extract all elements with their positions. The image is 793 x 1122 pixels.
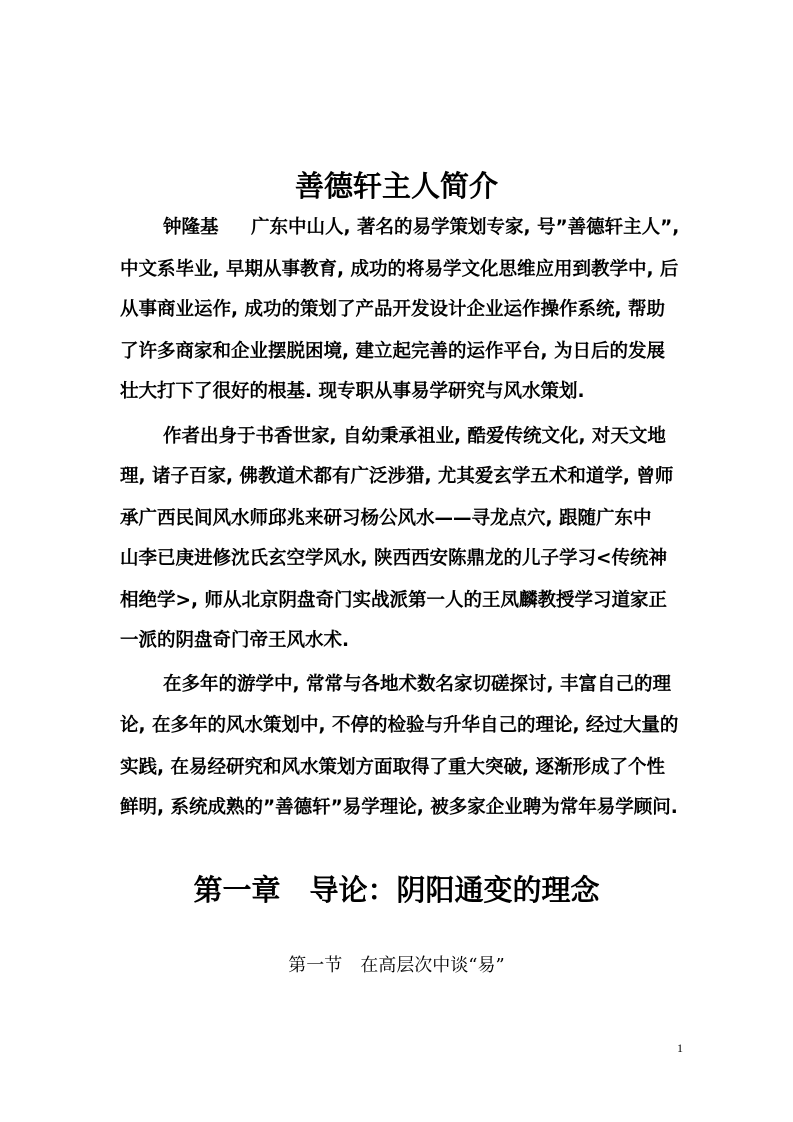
page-number: 1 — [677, 1041, 683, 1055]
paragraph-1-line-3: 从事商业运作, 成功的策划了产品开发设计企业运作操作系统, 帮助 — [120, 299, 665, 320]
paragraph-text: 广东中山人, 著名的易学策划专家, 号”善德轩主人”, — [251, 217, 680, 238]
paragraph-3-line-4: 鲜明, 系统成熟的”善德轩”易学理论, 被多家企业聘为常年易学顾问. — [120, 797, 678, 818]
paragraph-1-line-4: 了许多商家和企业摆脱困境, 建立起完善的运作平台, 为日后的发展 — [120, 341, 665, 362]
paragraph-2-line-1: 作者出身于书香世家, 自幼秉承祖业, 酷爱传统文化, 对天文地 — [163, 426, 666, 447]
paragraph-3-line-1: 在多年的游学中, 常常与各地术数名家切磋探讨, 丰富自己的理 — [163, 674, 671, 695]
author-name: 钟隆基 — [163, 217, 219, 238]
paragraph-1-line-5: 壮大打下了很好的根基. 现专职从事易学研究与风水策划. — [120, 381, 585, 402]
section-title: 第一节 在高层次中谈“易” — [288, 955, 505, 976]
paragraph-1-line-1 — [163, 215, 683, 241]
paragraph-2-line-2: 理, 诸子百家, 佛教道术都有广泛涉猎, 尤其爱玄学五术和道学, 曾师 — [120, 466, 674, 487]
paragraph-3-line-2: 论, 在多年的风水策划中, 不停的检验与升华自己的理论, 经过大量的 — [120, 715, 679, 736]
paragraph-2-line-6: 一派的阴盘奇门帝王风水术. — [120, 630, 350, 651]
chapter-title: 第一章 导论：阴阳通变的理念 — [193, 873, 600, 907]
paragraph-3-line-3: 实践, 在易经研究和风水策划方面取得了重大突破, 逐渐形成了个性 — [120, 757, 665, 778]
paragraph-2-line-4: 山李已庚进修沈氏玄空学风水, 陕西西安陈鼎龙的儿子学习<传统神 — [120, 548, 667, 569]
intro-title: 善德轩主人简介 — [294, 169, 498, 203]
paragraph-2-line-5: 相绝学>, 师从北京阴盘奇门实战派第一人的王凤麟教授学习道家正 — [120, 590, 667, 611]
paragraph-1-line-2: 中文系毕业, 早期从事教育, 成功的将易学文化思维应用到教学中, 后 — [120, 259, 679, 280]
paragraph-2-line-3: 承广西民间风水师邱兆来研习杨公风水——寻龙点穴, 跟随广东中 — [120, 508, 652, 529]
